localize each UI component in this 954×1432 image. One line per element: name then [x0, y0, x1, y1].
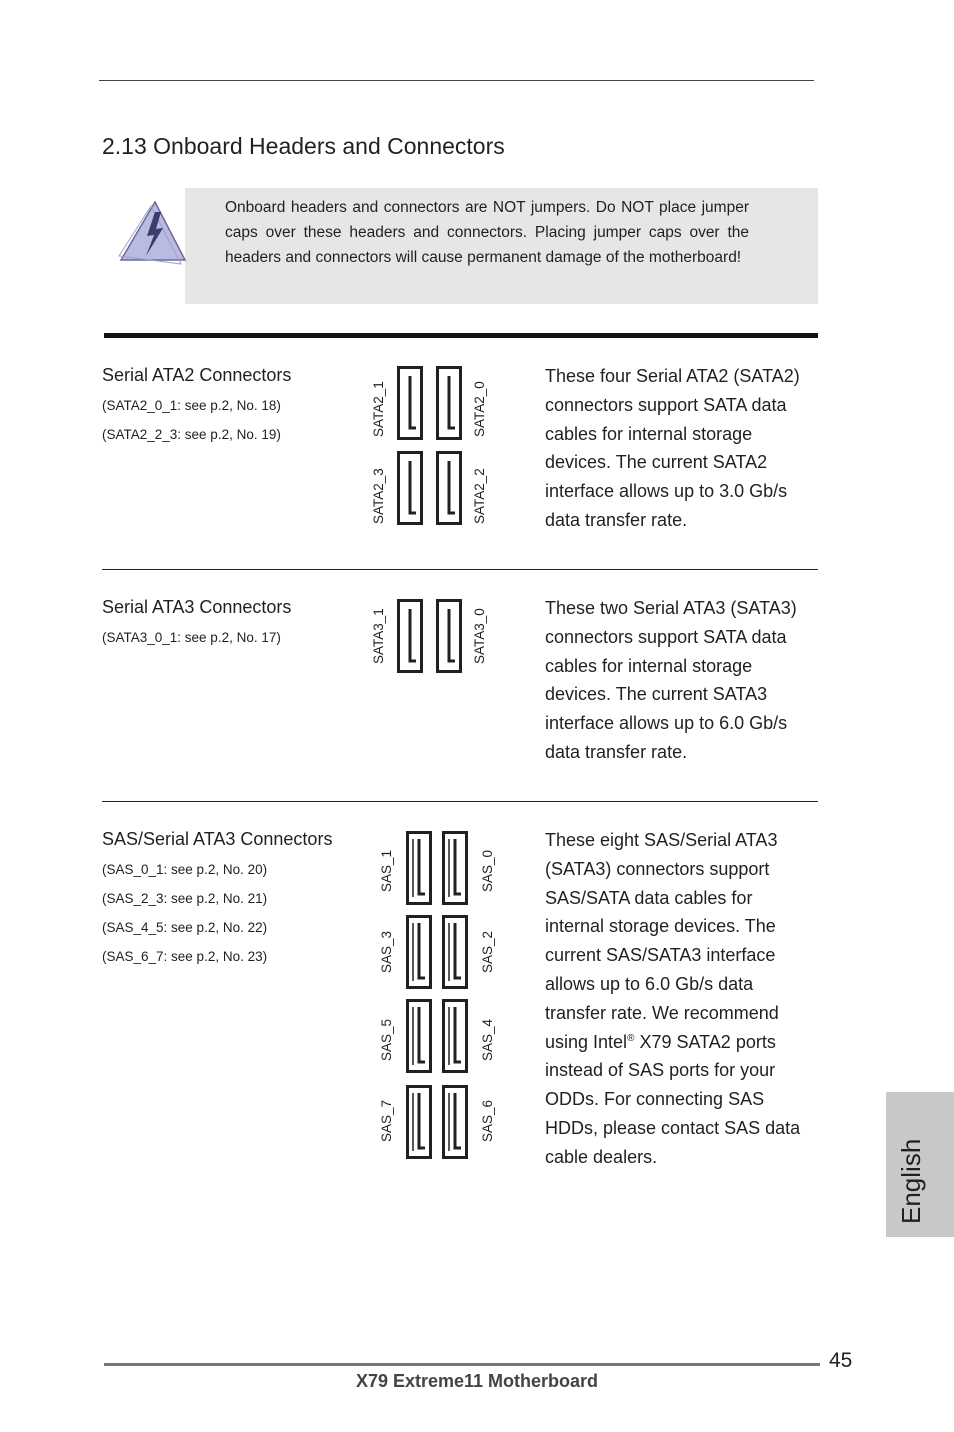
sas-ref: (SAS_2_3: see p.2, No. 21)	[102, 891, 268, 906]
sas-4-connector	[442, 999, 468, 1073]
warning-icon	[115, 198, 187, 266]
sas-desc-line: transfer rate. We recommend	[545, 1002, 779, 1023]
sas-0-label: SAS_0	[480, 849, 495, 892]
sata3-desc-line: interface allows up to 6.0 Gb/s	[545, 713, 788, 734]
sata2-description	[545, 362, 800, 535]
sata3-0-connector	[436, 599, 462, 673]
sas-desc-line: ODDs. For connecting SAS	[545, 1089, 765, 1110]
sas-5-label: SAS_5	[379, 1018, 394, 1061]
sata3-desc-line: cables for internal storage	[545, 655, 753, 676]
sas-2-label: SAS_2	[480, 930, 495, 973]
sas-desc-line: These eight SAS/Serial ATA3	[545, 830, 778, 850]
sata3-desc-line: connectors support SATA data	[545, 626, 787, 647]
sas-1-label: SAS_1	[379, 849, 394, 892]
sas-7-connector	[406, 1085, 432, 1159]
sata2-refs	[102, 391, 281, 449]
sas-ref: (SAS_4_5: see p.2, No. 22)	[102, 920, 268, 935]
top-rule	[99, 80, 814, 81]
sata3-ref: (SATA3_0_1: see p.2, No. 17)	[102, 630, 281, 645]
sas-7-label: SAS_7	[379, 1099, 394, 1142]
sas-desc-line: internal storage devices. The	[545, 916, 776, 937]
sata3-1-connector	[397, 599, 423, 673]
language-tab-label: English	[896, 1138, 926, 1224]
divider	[102, 569, 818, 570]
sas-title: SAS/Serial ATA3 Connectors	[102, 829, 333, 849]
sata2-3-label: SATA2_3	[371, 468, 386, 524]
sata2-ref: (SATA2_2_3: see p.2, No. 19)	[102, 427, 281, 442]
sas-desc-line: current SAS/SATA3 interface	[545, 945, 776, 966]
sas-desc-line: cable dealers.	[545, 1146, 658, 1167]
sas-3-label: SAS_3	[379, 930, 394, 973]
sas-desc-intel-text: using Intel	[545, 1031, 628, 1052]
sata3-refs	[102, 623, 281, 652]
sas-5-connector	[406, 999, 432, 1073]
caution-text: Onboard headers and connectors are NOT jumpers. Do NOT place jumper caps over these headers and connectors. Placing jumper caps over the headers and connectors will cause permanent damage of the motherboard!	[225, 199, 749, 266]
sata3-desc-line: devices. The current SATA3	[545, 684, 768, 705]
sas-4-label: SAS_4	[480, 1018, 495, 1061]
sata2-title: Serial ATA2 Connectors	[102, 365, 292, 385]
sas-3-connector	[406, 915, 432, 989]
sas-desc-line: SAS/SATA data cables for	[545, 887, 753, 908]
sas-desc-line-intel	[545, 1028, 800, 1057]
sata3-description	[545, 594, 797, 767]
sas-ref: (SAS_0_1: see p.2, No. 20)	[102, 862, 268, 877]
sata3-1-label: SATA3_1	[371, 608, 386, 664]
sata2-1-connector	[397, 366, 423, 440]
sata2-3-connector	[397, 451, 423, 525]
sas-6-connector	[442, 1085, 468, 1159]
sata2-0-connector	[436, 366, 462, 440]
sata3-desc-line: data transfer rate.	[545, 741, 688, 762]
section-title: 2.13 Onboard Headers and Connectors	[102, 133, 505, 159]
sata2-1-label: SATA2_1	[371, 381, 386, 437]
sata2-desc-line: devices. The current SATA2	[545, 452, 768, 473]
sas-desc-line: instead of SAS ports for your	[545, 1060, 776, 1081]
section-rule	[104, 333, 818, 338]
sas-0-connector	[442, 831, 468, 905]
language-tab	[886, 1092, 954, 1237]
footer-rule	[104, 1363, 820, 1366]
sas-6-label: SAS_6	[480, 1099, 495, 1142]
sas-2-connector	[442, 915, 468, 989]
sata2-2-label: SATA2_2	[472, 468, 487, 524]
sas-description	[545, 826, 800, 1172]
registered-mark: ®	[627, 1032, 635, 1044]
sas-desc-line: HDDs, please contact SAS data	[545, 1117, 801, 1138]
sas-1-connector	[406, 831, 432, 905]
sas-desc-intel-text-rest: X79 SATA2 ports	[634, 1031, 776, 1052]
sata2-desc-line: data transfer rate.	[545, 509, 688, 530]
sata2-desc-line: interface allows up to 3.0 Gb/s	[545, 481, 788, 502]
sata3-desc-line: These two Serial ATA3 (SATA3)	[545, 598, 797, 618]
footer-title: X79 Extreme11 Motherboard	[355, 1371, 599, 1391]
sata2-desc-line: connectors support SATA data	[545, 394, 787, 415]
page-number: 45	[829, 1349, 853, 1372]
sas-ref: (SAS_6_7: see p.2, No. 23)	[102, 949, 268, 964]
sata2-0-label: SATA2_0	[472, 381, 487, 437]
sas-desc-line: (SATA3) connectors support	[545, 858, 770, 879]
sas-desc-line: allows up to 6.0 Gb/s data	[545, 973, 754, 994]
sata2-2-connector	[436, 451, 462, 525]
sata2-desc-line: cables for internal storage	[545, 423, 753, 444]
sata2-desc-line: These four Serial ATA2 (SATA2)	[545, 366, 800, 386]
sata3-0-label: SATA3_0	[472, 608, 487, 664]
sata2-ref: (SATA2_0_1: see p.2, No. 18)	[102, 398, 281, 413]
divider	[102, 801, 818, 802]
sas-refs	[102, 855, 267, 971]
sata3-title: Serial ATA3 Connectors	[102, 597, 292, 617]
